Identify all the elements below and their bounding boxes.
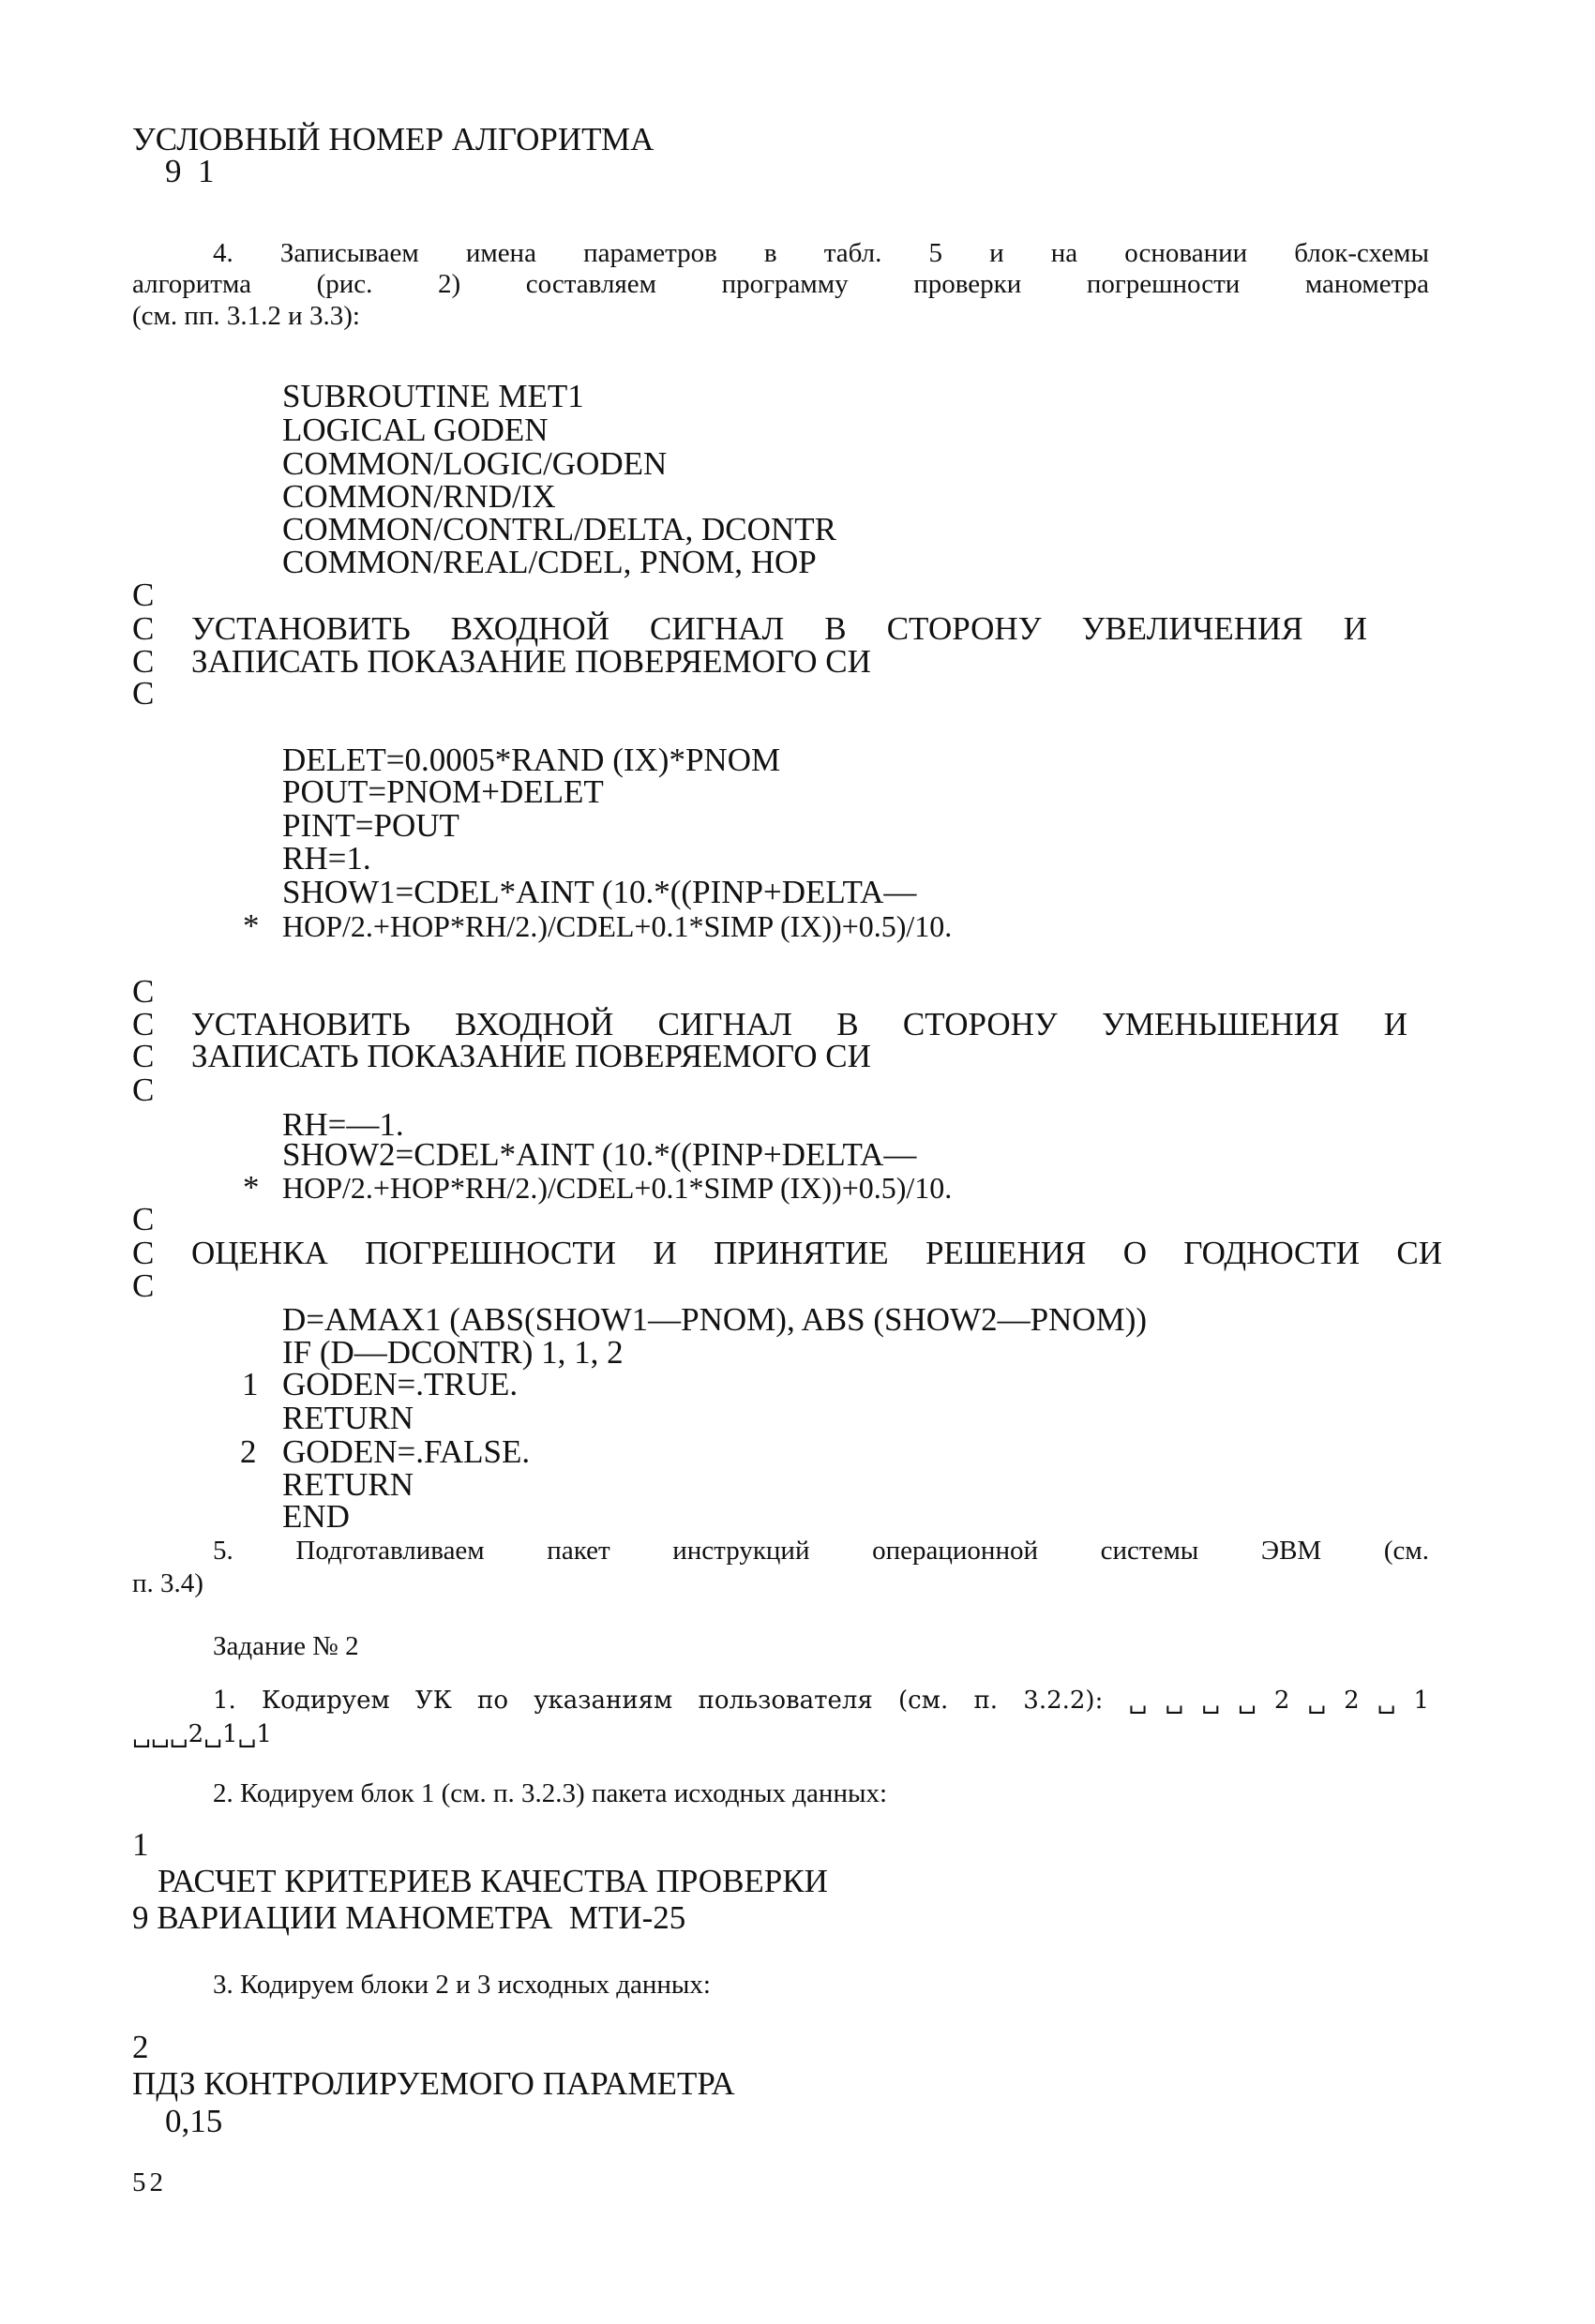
- para4-line: (см. пп. 3.1.2 и 3.3):: [132, 301, 360, 331]
- code-line: RH=1.: [282, 840, 371, 877]
- para4-line: 4. Записываем имена параметров в табл. 5 и на основании блок-схемы: [213, 238, 1429, 268]
- comment-line: ЗАПИСАТЬ ПОКАЗАНИЕ ПОВЕРЯЕМОГО СИ: [191, 1038, 871, 1074]
- task-item-1: 1. Кодируем УК по указаниям пользователя (см. п. 3.2.2): ␣␣␣␣2␣2␣1: [213, 1687, 1429, 1715]
- comment-line: ОЦЕНКА ПОГРЕШНОСТИ И ПРИНЯТИЕ РЕШЕНИЯ О ГОДНОСТИ СИ: [191, 1235, 1442, 1271]
- comment-marker: C: [132, 643, 155, 680]
- code-line: SHOW2=CDEL*AINT (10.*((PINP+DELTA—: [282, 1136, 917, 1173]
- comment-marker: C: [132, 1235, 155, 1271]
- continuation-marker: *: [243, 1169, 260, 1206]
- statement-label: 2: [240, 1433, 257, 1470]
- code-line: HOP/2.+HOP*RH/2.)/CDEL+0.1*SIMP (IX))+0.5)/10.: [282, 1171, 953, 1205]
- code-line: COMMON/LOGIC/GODEN: [282, 445, 668, 482]
- comment-line: ЗАПИСАТЬ ПОКАЗАНИЕ ПОВЕРЯЕМОГО СИ: [191, 643, 871, 680]
- comment-marker: C: [132, 1201, 155, 1237]
- code-line: LOGICAL GODEN: [282, 412, 549, 448]
- block2-line: ПДЗ КОНТРОЛИРУЕМОГО ПАРАМЕТРА: [132, 2065, 735, 2102]
- algorithm-number: 9 1: [165, 153, 215, 189]
- task-item-1-cont: ␣␣␣2␣1␣1: [132, 1720, 272, 1748]
- task-item-3: 3. Кодируем блоки 2 и 3 исходных данных:: [213, 1970, 711, 2000]
- code-line: GODEN=.TRUE.: [282, 1366, 519, 1402]
- task-item-2: 2. Кодируем блок 1 (см. п. 3.2.3) пакета исходных данных:: [213, 1778, 888, 1808]
- code-line: RETURN: [282, 1466, 414, 1503]
- code-line: IF (D—DCONTR) 1, 1, 2: [282, 1334, 624, 1371]
- code-line: RH=—1.: [282, 1106, 404, 1143]
- code-line: COMMON/RND/IX: [282, 478, 556, 515]
- block1-line: 9 ВАРИАЦИИ МАНОМЕТРА МТИ-25: [132, 1899, 686, 1936]
- code-line: HOP/2.+HOP*RH/2.)/CDEL+0.1*SIMP (IX))+0.5)/10.: [282, 909, 953, 943]
- code-line: COMMON/REAL/CDEL, PNOM, HOP: [282, 544, 817, 580]
- para4-line: алгоритма (рис. 2) составляем программу проверки погрешности манометра: [132, 269, 1429, 299]
- comment-marker: C: [132, 675, 155, 712]
- code-line: RETURN: [282, 1400, 414, 1436]
- code-line: PINT=POUT: [282, 807, 459, 844]
- para5-line: 5. Подготавливаем пакет инструкций операционной системы ЭВМ (см.: [213, 1536, 1429, 1566]
- comment-marker: C: [132, 1267, 155, 1304]
- comment-marker: C: [132, 973, 155, 1010]
- code-line: POUT=PNOM+DELET: [282, 773, 604, 810]
- task-title: Задание № 2: [213, 1631, 359, 1661]
- block1-line: РАСЧЕТ КРИТЕРИЕВ КАЧЕСТВА ПРОВЕРКИ: [158, 1863, 828, 1899]
- block2-number: 2: [132, 2029, 149, 2065]
- code-line: COMMON/CONTRL/DELTA, DCONTR: [282, 511, 836, 547]
- comment-marker: C: [132, 1038, 155, 1074]
- code-line: SHOW1=CDEL*AINT (10.*((PINP+DELTA—: [282, 874, 917, 910]
- comment-marker: C: [132, 1006, 155, 1042]
- block2-value: 0,15: [165, 2103, 223, 2139]
- continuation-marker: *: [243, 907, 260, 944]
- comment-line: УСТАНОВИТЬ ВХОДНОЙ СИГНАЛ В СТОРОНУ УВЕЛИЧЕНИЯ И: [191, 610, 1367, 647]
- code-line: GODEN=.FALSE.: [282, 1433, 531, 1470]
- statement-label: 1: [242, 1366, 259, 1402]
- comment-marker: C: [132, 1072, 155, 1108]
- algorithm-heading: УСЛОВНЫЙ НОМЕР АЛГОРИТМА: [132, 121, 655, 157]
- comment-marker: C: [132, 577, 155, 613]
- comment-line: УСТАНОВИТЬ ВХОДНОЙ СИГНАЛ В СТОРОНУ УМЕНЬШЕНИЯ И: [191, 1006, 1407, 1042]
- code-line: SUBROUTINE MET1: [282, 378, 584, 414]
- code-line: DELET=0.0005*RAND (IX)*PNOM: [282, 742, 781, 778]
- page-number: 52: [132, 2167, 167, 2197]
- block1-number: 1: [132, 1826, 149, 1863]
- code-line: D=AMAX1 (ABS(SHOW1—PNOM), ABS (SHOW2—PNOM)): [282, 1301, 1148, 1338]
- para5-line: п. 3.4): [132, 1568, 203, 1598]
- code-line: END: [282, 1498, 350, 1535]
- comment-marker: C: [132, 610, 155, 647]
